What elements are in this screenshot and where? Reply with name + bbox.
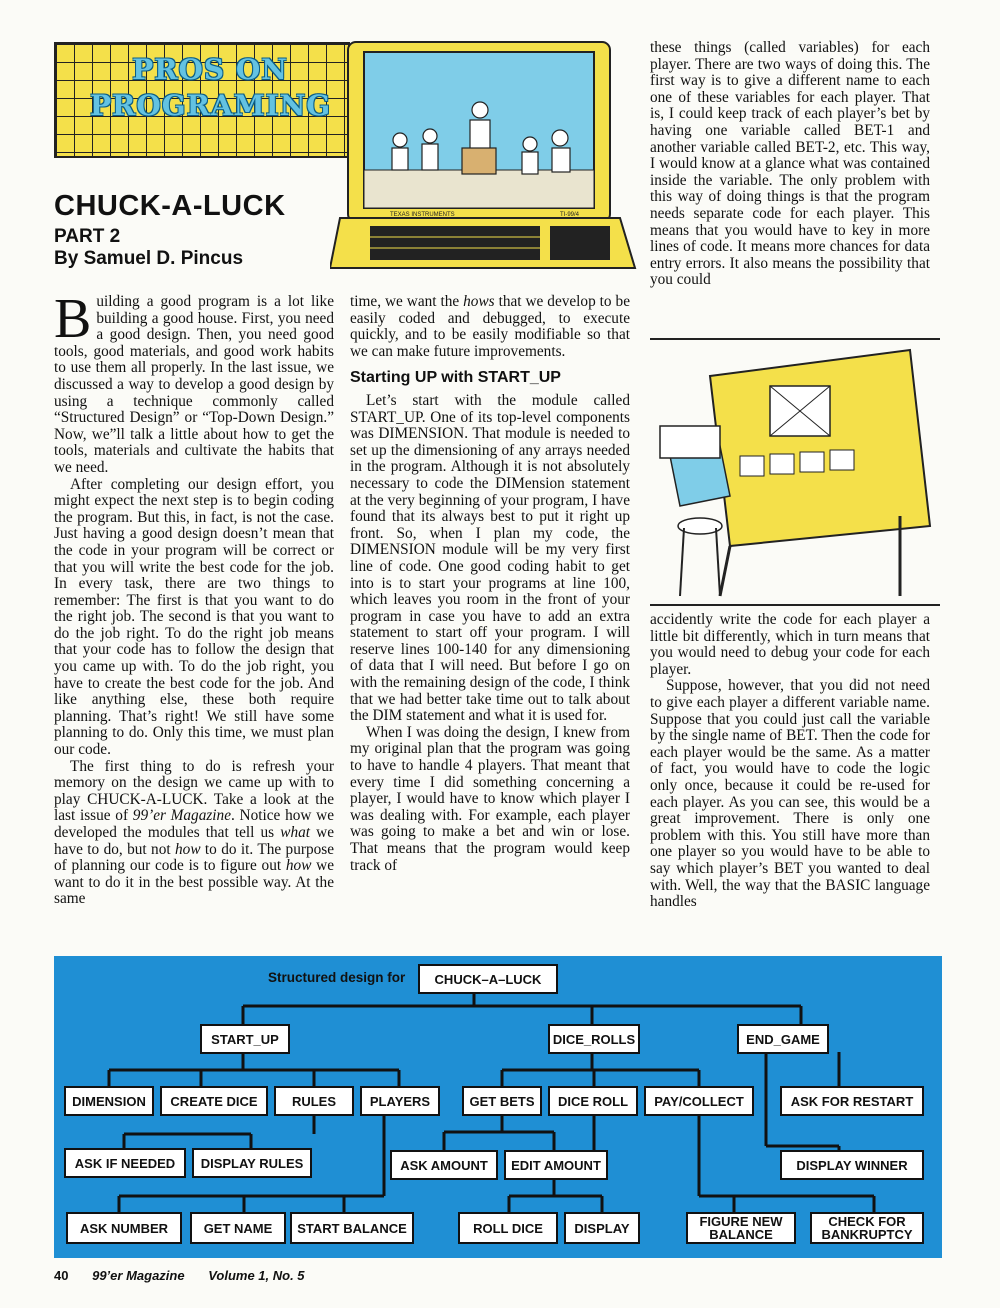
divider	[650, 338, 940, 340]
column-3-top	[650, 40, 930, 289]
text-run: that we develop to be easily coded and debugged, to execute quickly, and to be easily modifiable so that we can make future improvements.	[350, 293, 630, 360]
node-text: CHECK FOR	[828, 1214, 906, 1229]
node-roll-dice: ROLL DICE	[458, 1212, 558, 1244]
text-run: time, we want the	[350, 293, 464, 310]
node-edit-amount: EDIT AMOUNT	[504, 1150, 608, 1180]
paragraph	[54, 759, 334, 908]
paragraph	[54, 288, 334, 477]
column-1	[54, 288, 334, 908]
node-text: BANKRUPTCY	[821, 1227, 913, 1242]
emphasis: how	[175, 840, 201, 858]
divider	[650, 604, 940, 606]
text-run: The first thing to do is refresh your memory on the design we came up with to play CHUCK-A-LUCK. Take a look at the last issue of	[54, 757, 334, 825]
computer-model: TI-99/4	[560, 212, 580, 218]
computer-illustration	[330, 40, 640, 272]
article-title: CHUCK-A-LUCK	[54, 190, 286, 222]
text-run: . Notice how we developed the modules that tell us	[54, 807, 334, 841]
emphasis: how	[285, 857, 312, 875]
section-banner	[90, 52, 330, 124]
node-rules: RULES	[274, 1086, 354, 1116]
paragraph: these things (called variables) for each player. There are two ways of doing this. The first way is to give a different name to each one of these variables for each player. That is, I could keep track of each player’s bet by having one variable called BET-1 and another variable called BET-2, etc. This way, I would know at a glance what was contained inside the variable. The only problem with this way of doing things is that the program needs separate code for each player. This means that you would have to key in more lines of code. It means more chances for data entry errors. It also means the possibility that you could	[650, 39, 930, 289]
diagram-title: Structured design for	[268, 970, 406, 985]
node-dimension: DIMENSION	[64, 1086, 154, 1116]
node-check-for-bankruptcy	[810, 1212, 924, 1244]
section-subhead: Starting UP with START_UP	[350, 369, 561, 387]
node-display-winner: DISPLAY WINNER	[780, 1150, 924, 1180]
node-ask-for-restart: ASK FOR RESTART	[780, 1086, 924, 1116]
paragraph: Let’s start with the module called START_UP. One of its top-level components was DIMENSION. That module is needed to set up the dimensioning of any arrays needed in the program. Although it is not absolutely necessary to code the DIMension statement at the very beginning of your program, I have found that its always best to put it right up front. So, when I plan my code, the DIMENSION module will be my very first line of code. One good coding habit to get into is to start your programs at line 100, which leaves you room in the front of your program in case you have to add an extra statement to start off your program. I will reserve lines 100-140 for any dimensioning of data that I will need. But before I go on with the remaining design of the code, I think that we had better take time out to talk about the DIM statement and what it is used for.	[350, 391, 630, 725]
node-get-name: GET NAME	[190, 1212, 286, 1244]
node-start-up: START_UP	[200, 1024, 290, 1054]
node-text: BALANCE	[709, 1227, 773, 1242]
node-dice-roll: DICE ROLL	[548, 1086, 638, 1116]
paragraph: accidently write the code for each player a little bit differently, which in turn means that you would need to debug your code for each player.	[650, 611, 930, 678]
node-display: DISPLAY	[564, 1212, 640, 1244]
text-run: we have to do, but not	[54, 824, 334, 858]
footer-magazine: 99’er Magazine	[92, 1268, 185, 1283]
node-get-bets: GET BETS	[462, 1086, 542, 1116]
paragraph: After completing our design effort, you might expect the next step is to begin coding the program. But this, in fact, is not the case. Just having a good design doesn’t mean that the code in your program will be correct or that you will write the best code for the job. In every task, there are two things to remember: The first is that you want to do the right job. The second is that you want to do the job right. To do the right job means that your code has to follow the design that you came up with. To do the job right, you have to create the best code for the job. And like anything else, these both require planning. That’s right! We still have some planning to do. Only this time, we must plan our code.	[54, 475, 334, 759]
magazine-name: 99’er Magazine	[132, 807, 231, 825]
node-dice-rolls: DICE_ROLLS	[548, 1024, 640, 1054]
column-2	[350, 294, 630, 874]
paragraph: When I was doing the design, I knew from my original plan that the program was going to have to handle 4 players. That meant that every time I did something concerning a player, I would have to know which player I was dealing with. For example, each player was going to make a bet and win or lose. That means that the program would keep track of	[350, 723, 630, 874]
drafting-illustration	[650, 346, 940, 598]
node-ask-amount: ASK AMOUNT	[390, 1150, 498, 1180]
node-ask-if-needed: ASK IF NEEDED	[64, 1148, 186, 1178]
node-end-game: END_GAME	[737, 1024, 829, 1054]
paragraph: Suppose, however, that you did not need to give each player a different variable name. Suppose that you could just call the variable by the single name of BET. Then the code for each player would be the same. As a matter of fact, you would have to code the logic only once, because it could be re-used for each player. As you can see, this would be a great improvement. There is only one problem with this. You still have more than one player so you would have to be able to say which player’s BET you wanted to deal with. Well, the way that the BASIC language handles	[650, 677, 930, 911]
node-create-dice: CREATE DICE	[160, 1086, 268, 1116]
page-footer	[54, 1268, 305, 1283]
node-chuck-a-luck: CHUCK–A–LUCK	[418, 964, 558, 994]
text-run: to do it. The purpose of planning our code is to figure out	[54, 840, 334, 875]
article-part: PART 2	[54, 226, 121, 247]
page-number: 40	[54, 1268, 69, 1283]
node-ask-number: ASK NUMBER	[66, 1212, 182, 1244]
paragraph-text: uilding a good program is a lot like building a good house. First, you need a good design. Then, you need good tools, good materials, and good work habits to use them all properly. In the last issue, we discussed a way to develop a good design by using a technique commonly called “Structured Design” or “Top-Down Design.” Now, we”ll talk a little about how to get the tools, materials and cultivate the habits that we need.	[54, 293, 334, 476]
structured-design-diagram	[54, 956, 942, 1258]
drop-cap: B	[54, 288, 92, 350]
node-start-balance: START BALANCE	[290, 1212, 414, 1244]
emphasis: what	[280, 824, 311, 841]
paragraph	[350, 294, 630, 360]
footer-volume: Volume 1, No. 5	[208, 1268, 305, 1283]
article-byline: By Samuel D. Pincus	[54, 248, 244, 269]
text-run: we want to do it in the best possible way. At the same	[54, 857, 334, 908]
column-3-bottom	[650, 612, 930, 911]
node-pay-collect: PAY/COLLECT	[644, 1086, 754, 1116]
banner-line-1: PROS ON	[132, 53, 288, 86]
banner-line-2: PROGRAMING	[90, 89, 332, 122]
node-text: FIGURE NEW	[699, 1214, 783, 1229]
node-players: PLAYERS	[360, 1086, 440, 1116]
emphasis: hows	[463, 293, 495, 310]
computer-badge: TEXAS INSTRUMENTS	[390, 212, 455, 218]
node-figure-new-balance	[686, 1212, 796, 1244]
node-display-rules: DISPLAY RULES	[192, 1148, 312, 1178]
